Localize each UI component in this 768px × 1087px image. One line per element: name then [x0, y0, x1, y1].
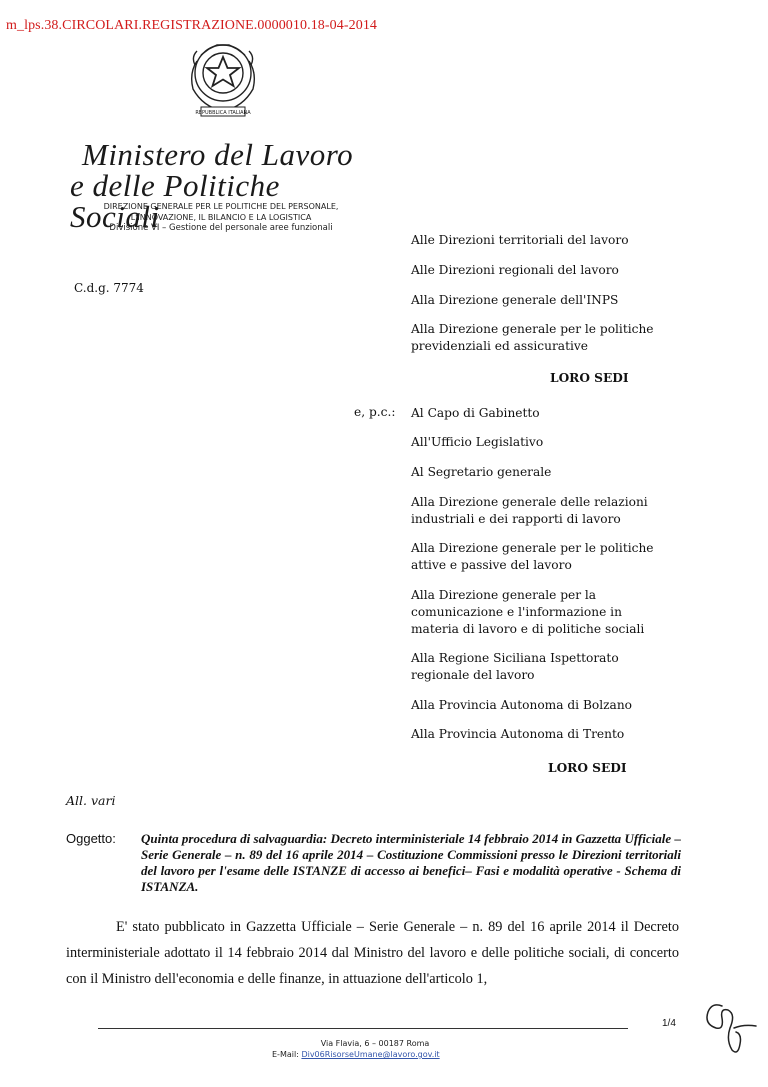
dept-line-3: Divisione VI – Gestione del personale aree funzionali	[109, 223, 333, 233]
loro-sedi-1: LORO SEDI	[550, 371, 629, 385]
cdg-code: C.d.g. 7774	[74, 281, 144, 295]
loro-sedi-2: LORO SEDI	[548, 761, 627, 775]
recipient-2: Alle Direzioni regionali del lavoro	[411, 263, 619, 277]
recipient-3: Alla Direzione generale dell'INPS	[411, 293, 619, 307]
page-number: 1/4	[662, 1018, 676, 1029]
cc-recipient-9: Alla Provincia Autonoma di Trento	[411, 727, 625, 741]
ministry-title-line2: e delle Politiche Sociali	[70, 168, 280, 234]
subject-label: Oggetto:	[66, 831, 116, 846]
cc-recipient-7: Alla Regione Siciliana Ispettorato regionale del lavoro	[411, 651, 619, 682]
department-block	[86, 201, 356, 234]
handwritten-signature-icon	[700, 998, 760, 1058]
footer-divider	[98, 1028, 628, 1029]
cc-recipient-4: Alla Direzione generale delle relazioni industriali e dei rapporti di lavoro	[411, 495, 648, 526]
body-paragraph: E' stato pubblicato in Gazzetta Ufficiale – Serie Generale – n. 89 del 16 aprile 2014 il Decreto interministeriale adottato il 14 febbraio 2014 dal Ministro del lavoro e delle politiche sociali, di concerto con il Ministro dell'economia e delle finanze, in attuazione dell'articolo 1,	[66, 919, 679, 987]
dept-line-2: L'INNOVAZIONE, IL BILANCIO E LA LOGISTICA	[130, 213, 312, 222]
footer-address: Via Flavia, 6 – 00187 Roma	[320, 1039, 430, 1048]
footer-email-row	[272, 1050, 440, 1059]
cc-recipient-5: Alla Direzione generale per le politiche attive e passive del lavoro	[411, 541, 654, 572]
recipient-4: Alla Direzione generale per le politiche previdenziali ed assicurative	[411, 322, 654, 353]
footer-email-link[interactable]: Div06RisorseUmane@lavoro.gov.it	[301, 1050, 440, 1059]
subject-text: Quinta procedura di salvaguardia: Decreto interministeriale 14 febbraio 2014 in Gazzetta Ufficiale – Serie Generale – n. 89 del 16 aprile 2014 – Costituzione Commissioni presso le Direzioni territoriali del lavoro per l'esame delle ISTANZE di accesso ai benefici– Fasi e modalità operative - Schema di ISTANZA.	[141, 831, 681, 894]
cc-recipient-6: Alla Direzione generale per la comunicazione e l'informazione in materia di lavoro e di politiche sociali	[411, 588, 645, 636]
attachments-note: All. vari	[66, 793, 116, 808]
protocol-stamp: m_lps.38.CIRCOLARI.REGISTRAZIONE.0000010.18-04-2014	[6, 18, 378, 33]
recipient-1: Alle Direzioni territoriali del lavoro	[411, 233, 629, 247]
dept-line-1: DIREZIONE GENERALE PER LE POLITICHE DEL PERSONALE,	[103, 202, 339, 211]
republic-emblem-icon	[183, 33, 263, 125]
cc-recipient-3: Al Segretario generale	[411, 465, 552, 479]
emblem-ribbon-text: REPUBBLICA ITALIANA	[195, 110, 251, 116]
cc-recipient-8: Alla Provincia Autonoma di Bolzano	[411, 698, 633, 712]
cc-recipient-2: All'Ufficio Legislativo	[411, 435, 544, 449]
footer-email-label: E-Mail:	[272, 1050, 299, 1059]
cc-recipient-1: Al Capo di Gabinetto	[411, 406, 540, 420]
epc-label: e, p.c.:	[354, 405, 396, 419]
ministry-title-line1: Ministero del Lavoro	[82, 137, 354, 172]
